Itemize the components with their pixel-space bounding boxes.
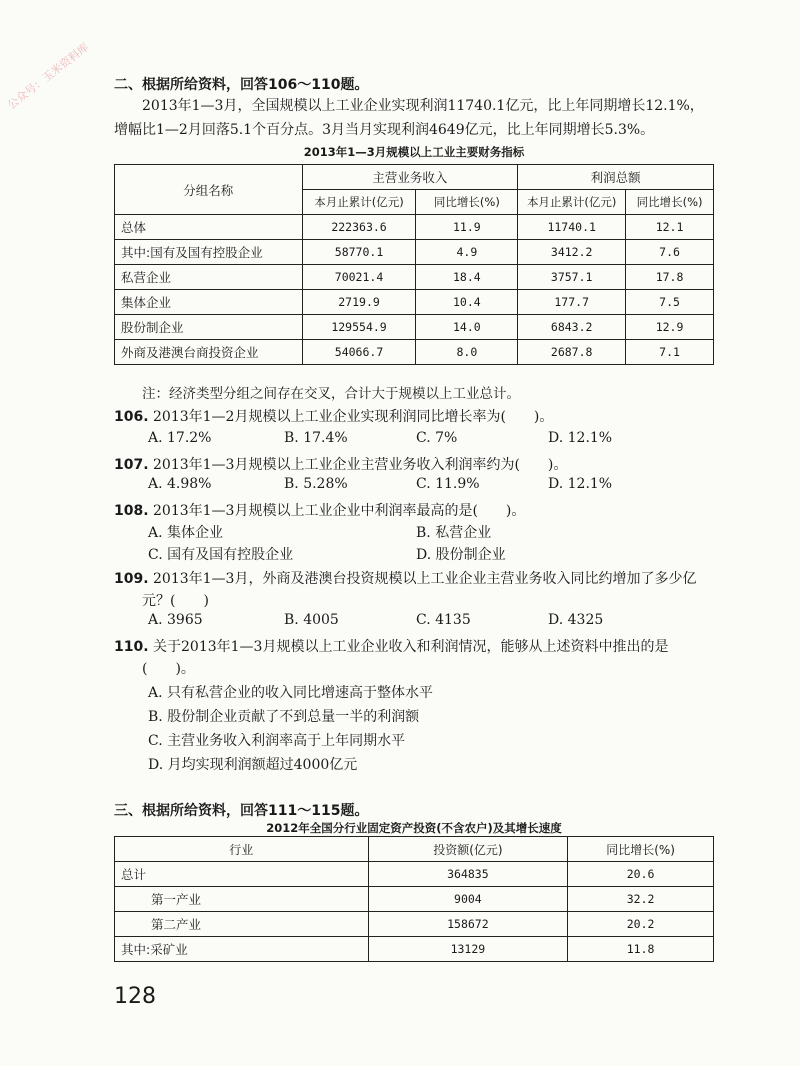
paragraph-line-1: 2013年1—3月，全国规模以上工业企业实现利润11740.1亿元，比上年同期增长12.1%， [142,98,704,114]
profit-cumulative: 11740.1 [518,215,626,240]
header-revenue-cumulative: 本月止累计(亿元) [302,190,416,215]
question-number: 109. [114,571,149,587]
question-number: 108. [114,503,149,519]
revenue-cumulative: 54066.7 [302,340,416,365]
row-name: 第二产业 [115,912,369,937]
header-profit: 利润总额 [518,165,714,190]
watermark: 公众号：玉米资料库 [5,40,92,112]
profit-growth: 7.5 [626,290,714,315]
option-d: D. 股份制企业 [416,547,506,563]
table-2-title: 2012年全国分行业固定资产投资(不含农户)及其增长速度 [266,821,562,835]
profit-cumulative: 177.7 [518,290,626,315]
revenue-growth: 11.9 [416,215,518,240]
option-b: B. 4005 [284,612,339,628]
option-a: A. 只有私营企业的收入同比增速高于整体水平 [148,685,434,701]
investment-amount: 364835 [368,862,568,887]
page-number: 128 [114,984,156,1009]
header-amount: 投资额(亿元) [368,837,568,862]
investment-growth: 20.6 [568,862,714,887]
investment-growth: 32.2 [568,887,714,912]
row-name: 集体企业 [115,290,303,315]
question-text: 关于2013年1—3月规模以上工业企业收入和利润情况，能够从上述资料中推出的是 [153,639,669,655]
question-110-continued: ( )。 [142,661,195,677]
revenue-growth: 10.4 [416,290,518,315]
revenue-cumulative: 129554.9 [302,315,416,340]
question-number: 107. [114,457,149,473]
table-row [115,887,714,912]
section-3-title: 三、根据所给资料，回答111～115题。 [114,803,369,819]
question-106 [114,406,553,426]
option-c: C. 7% [416,430,458,446]
header-growth: 同比增长(%) [568,837,714,862]
table-row [115,937,714,962]
question-110 [114,636,668,656]
row-name: 总计 [115,862,369,887]
option-b: B. 私营企业 [416,525,492,541]
row-name: 股份制企业 [115,315,303,340]
revenue-growth: 4.9 [416,240,518,265]
profit-growth: 17.8 [626,265,714,290]
revenue-cumulative: 222363.6 [302,215,416,240]
table-note: 注：经济类型分组之间存在交叉，合计大于规模以上工业总计。 [142,386,520,402]
table-row [115,290,714,315]
table-row [115,240,714,265]
question-107 [114,454,567,474]
option-d: D. 月均实现利润额超过4000亿元 [148,757,358,773]
header-industry: 行业 [115,837,369,862]
table-1-title: 2013年1—3月规模以上工业主要财务指标 [303,145,525,159]
row-name: 私营企业 [115,265,303,290]
option-a: A. 4.98% [148,476,212,492]
option-d: D. 12.1% [548,430,613,446]
profit-growth: 12.9 [626,315,714,340]
investment-amount: 158672 [368,912,568,937]
profit-growth: 7.6 [626,240,714,265]
revenue-growth: 18.4 [416,265,518,290]
option-c: C. 11.9% [416,476,480,492]
financial-indicators-table [114,164,714,365]
table-row [115,315,714,340]
option-c: C. 4135 [416,612,471,628]
profit-cumulative: 3412.2 [518,240,626,265]
investment-amount: 13129 [368,937,568,962]
profit-cumulative: 6843.2 [518,315,626,340]
investment-table [114,836,714,962]
question-109 [114,568,696,588]
profit-growth: 7.1 [626,340,714,365]
revenue-cumulative: 2719.9 [302,290,416,315]
table-row [115,215,714,240]
table-row [115,862,714,887]
option-c: C. 国有及国有控股企业 [148,547,294,563]
revenue-cumulative: 70021.4 [302,265,416,290]
option-a: A. 集体企业 [148,525,224,541]
option-d: D. 4325 [548,612,604,628]
option-d: D. 12.1% [548,476,613,492]
question-text: 2013年1—3月规模以上工业企业主营业务收入利润率约为( )。 [153,457,568,473]
question-number: 106. [114,409,149,425]
question-number: 110. [114,639,149,655]
paragraph-line-2: 增幅比1—2月回落5.1个百分点。3月当月实现利润4649亿元，比上年同期增长5.3%。 [114,122,655,138]
profit-cumulative: 3757.1 [518,265,626,290]
profit-growth: 12.1 [626,215,714,240]
row-name: 其中:采矿业 [115,937,369,962]
option-a: A. 3965 [148,612,203,628]
row-name: 外商及港澳台商投资企业 [115,340,303,365]
revenue-growth: 8.0 [416,340,518,365]
row-name: 第一产业 [115,887,369,912]
question-text: 2013年1—3月，外商及港澳台投资规模以上工业企业主营业务收入同比约增加了多少亿 [153,571,697,587]
investment-amount: 9004 [368,887,568,912]
header-group-name: 分组名称 [115,165,303,215]
question-108 [114,500,525,520]
header-revenue-growth: 同比增长(%) [416,190,518,215]
option-c: C. 主营业务收入利润率高于上年同期水平 [148,733,406,749]
option-a: A. 17.2% [148,430,212,446]
question-text: 2013年1—3月规模以上工业企业中利润率最高的是( )。 [153,503,526,519]
option-b: B. 5.28% [284,476,348,492]
header-profit-cumulative: 本月止累计(亿元) [518,190,626,215]
profit-cumulative: 2687.8 [518,340,626,365]
option-b: B. 股份制企业贡献了不到总量一半的利润额 [148,709,420,725]
investment-growth: 20.2 [568,912,714,937]
header-profit-growth: 同比增长(%) [626,190,714,215]
investment-growth: 11.8 [568,937,714,962]
revenue-growth: 14.0 [416,315,518,340]
row-name: 其中:国有及国有控股企业 [115,240,303,265]
question-109-continued: 元？( ) [142,593,209,609]
table-row [115,912,714,937]
table-row [115,340,714,365]
header-revenue: 主营业务收入 [302,165,518,190]
section-2-title: 二、根据所给资料，回答106～110题。 [114,77,369,93]
question-text: 2013年1—2月规模以上工业企业实现利润同比增长率为( )。 [153,409,554,425]
row-name: 总体 [115,215,303,240]
revenue-cumulative: 58770.1 [302,240,416,265]
table-row [115,265,714,290]
option-b: B. 17.4% [284,430,348,446]
